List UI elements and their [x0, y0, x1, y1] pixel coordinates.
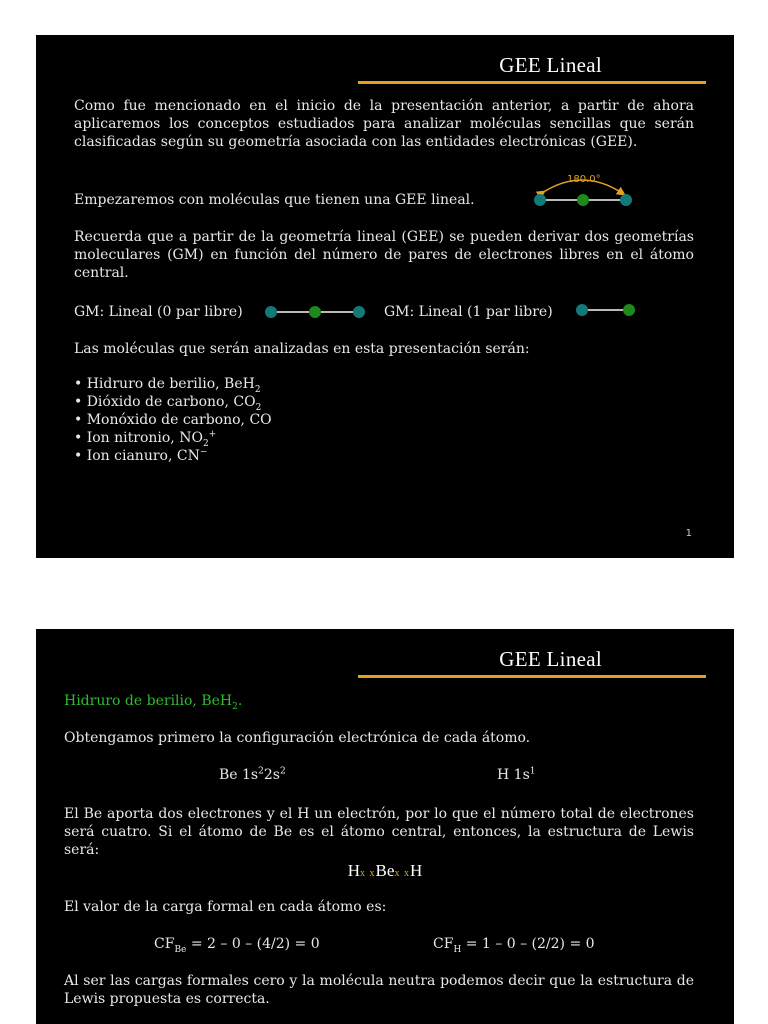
intro-paragraph: Como fue mencionado en el inicio de la presentación anterior, a partir de ahora aplicaremos los conceptos estudiados para analizar moléculas sencillas que serán clasificadas según su geometría asociada con las entidades electrónicas (GEE).	[74, 98, 694, 150]
list-item: • Monóxido de carbono, CO	[74, 412, 272, 428]
molecule-list	[74, 375, 272, 465]
gm-lineal-1-label: GM: Lineal (1 par libre)	[384, 304, 553, 320]
list-item: • Ion cianuro, CN−	[74, 447, 208, 464]
h-configuration: H $1s^1$	[497, 766, 536, 783]
lewis-structure: Hx xBex xH	[347, 861, 423, 880]
linear-molecule-angle-icon	[526, 169, 638, 211]
slide-1	[36, 35, 734, 558]
slide-title: GEE Lineal	[499, 647, 602, 671]
linear-2-atom-molecule-icon	[574, 301, 638, 319]
section-heading: Hidruro de berilio, BeH$_2$.	[64, 693, 243, 712]
list-item: • Ion nitronio, $NO_2^+$	[74, 429, 217, 449]
config-intro: Obtengamos primero la configuración electrónica de cada átomo.	[64, 730, 531, 746]
formal-charge-h: $CF_H = 1 - 0 - (2/2) = 0$	[433, 936, 595, 955]
slide-2	[36, 629, 734, 1024]
angle-label: 180.0°	[567, 174, 601, 185]
title-underline	[358, 675, 706, 678]
list-item: • Hidruro de berilio, BeH$_2$	[74, 376, 261, 395]
be-configuration: Be $1s^22s^2$	[219, 766, 286, 783]
charge-intro: El valor de la carga formal en cada átomo es:	[64, 899, 387, 915]
linear-3-atom-molecule-icon	[264, 303, 368, 321]
analyzed-intro: Las moléculas que serán analizadas en esta presentación serán:	[74, 341, 530, 357]
list-item: • Dióxido de carbono, $CO_2$	[74, 394, 262, 413]
contribution-paragraph: El Be aporta dos electrones y el H un electrón, por lo que el número total de electrones será cuatro. Si el átomo de Be es el átomo central, entonces, la estructura de Lewis será:	[64, 806, 694, 858]
recall-paragraph: Recuerda que a partir de la geometría lineal (GEE) se pueden derivar dos geometrías moleculares (GM) en función del número de pares de electrones libres en el átomo central.	[74, 229, 694, 281]
page-number: 1	[685, 528, 692, 539]
gm-lineal-0-label: GM: Lineal (0 par libre)	[74, 304, 243, 320]
start-line: Empezaremos con moléculas que tienen una GEE lineal.	[74, 192, 475, 208]
conclusion-paragraph: Al ser las cargas formales cero y la molécula neutra podemos decir que la estructura de Lewis propuesta es correcta.	[64, 973, 694, 1007]
formal-charge-be: $CF_{Be} = 2 - 0 - (4/2) = 0$	[154, 936, 320, 955]
slide-title: GEE Lineal	[499, 53, 602, 77]
title-underline	[358, 81, 706, 84]
